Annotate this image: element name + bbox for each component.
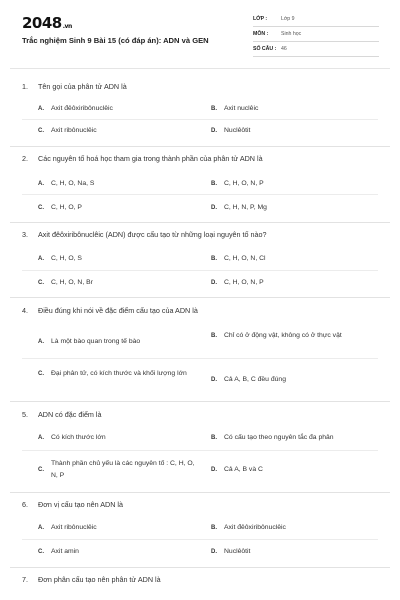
question-text: Đơn phân cấu tạo nên phân tử ADN là (38, 575, 161, 584)
option-letter: B. (211, 525, 217, 531)
option-text: Thành phần chủ yếu là các nguyên tố : C, H, O, N, P (51, 460, 195, 479)
option-text: Nuclêôtit (224, 127, 251, 134)
option-2b[interactable] (211, 178, 264, 190)
option-text: C, H, O, Na, S (51, 180, 95, 187)
option-row-divider (22, 194, 378, 195)
question-4 (22, 306, 198, 315)
option-letter: D. (211, 128, 217, 134)
option-3c[interactable] (38, 277, 93, 289)
option-letter: D. (211, 280, 217, 286)
option-text: C, H, O, N, Cl (224, 255, 266, 262)
meta-class-label: LỚP : (253, 16, 268, 22)
question-number: 6. (22, 500, 28, 509)
option-letter: C. (38, 549, 44, 555)
option-letter: A. (38, 106, 44, 112)
site-logo[interactable] (22, 14, 72, 32)
option-text: C, H, O, S (51, 255, 82, 262)
option-5d[interactable] (211, 464, 263, 476)
option-6d[interactable] (211, 546, 250, 558)
page-header (0, 0, 400, 70)
option-5a[interactable] (38, 432, 106, 444)
meta-subject-value: Sinh học (281, 31, 302, 37)
option-letter: C. (38, 128, 44, 134)
question-3 (22, 230, 267, 239)
question-5 (22, 410, 102, 419)
option-1a[interactable] (38, 103, 113, 115)
option-3b[interactable] (211, 253, 266, 265)
option-text: C, H, O, N, Br (51, 279, 93, 286)
option-text: C, H, N, P, Mg (224, 204, 267, 211)
option-letter: D. (211, 467, 217, 473)
option-letter: A. (38, 339, 44, 345)
question-6 (22, 500, 123, 509)
option-text: C, H, O, N, P (224, 279, 264, 286)
option-letter: B. (211, 106, 217, 112)
logo-text: 2048 (22, 14, 62, 32)
question-number: 7. (22, 575, 28, 584)
option-2c[interactable] (38, 202, 82, 214)
option-text: Chỉ có ở động vật, không có ở thực vật (224, 332, 342, 339)
option-text: Cả A, B, C đều đúng (224, 376, 286, 383)
option-text: Axit ribônuclêic (51, 127, 97, 134)
option-text: C, H, O, P (51, 204, 82, 211)
question-separator (10, 567, 390, 568)
option-letter: D. (211, 549, 217, 555)
header-divider (10, 68, 390, 69)
option-text: Axit đêôxiribônuclêic (224, 524, 286, 531)
option-1c[interactable] (38, 125, 97, 137)
question-number: 4. (22, 306, 28, 315)
option-text: Nuclêôtit (224, 548, 251, 555)
question-separator (10, 146, 390, 147)
meta-class-value: Lớp 9 (281, 16, 295, 22)
option-4d[interactable] (211, 374, 286, 386)
option-text: C, H, O, N, P (224, 180, 264, 187)
meta-count-value: 46 (281, 46, 287, 52)
option-5c[interactable] (38, 458, 203, 482)
option-text: Có kích thước lớn (51, 434, 106, 441)
question-separator (10, 222, 390, 223)
option-letter: B. (211, 181, 217, 187)
question-text: Tên gọi của phân tử ADN là (38, 82, 127, 91)
option-letter: C. (38, 280, 44, 286)
option-row-divider (22, 539, 378, 540)
option-letter: B. (211, 333, 217, 339)
meta-count-label: SỐ CÂU : (253, 46, 277, 52)
logo-suffix: .vn (62, 23, 72, 30)
option-4a[interactable] (38, 336, 140, 348)
meta-count (253, 44, 379, 57)
question-text: Axit đêôxiribônuclêic (ADN) được cấu tạo từ những loại nguyên tố nào? (38, 230, 267, 239)
meta-subject (253, 29, 379, 42)
question-text: Đơn vị cấu tạo nên ADN là (38, 500, 124, 509)
question-number: 1. (22, 82, 28, 91)
option-text: Đại phân tử, có kích thước và khối lượng lớn (51, 370, 187, 377)
option-3a[interactable] (38, 253, 82, 265)
option-row-divider (22, 358, 378, 359)
option-text: Axit ribônuclêic (51, 524, 97, 531)
option-6c[interactable] (38, 546, 79, 558)
option-4b[interactable] (211, 330, 381, 342)
question-separator (10, 297, 390, 298)
option-letter: C. (38, 467, 44, 473)
option-6b[interactable] (211, 522, 286, 534)
option-6a[interactable] (38, 522, 97, 534)
question-text: Điều đúng khi nói về đặc điểm cấu tạo của ADN là (38, 306, 198, 315)
question-separator (10, 492, 390, 493)
option-letter: A. (38, 435, 44, 441)
option-text: Cả A, B và C (224, 466, 263, 473)
option-letter: C. (38, 205, 44, 211)
question-text: ADN có đặc điểm là (38, 410, 102, 419)
option-row-divider (22, 119, 378, 120)
option-1b[interactable] (211, 103, 258, 115)
option-letter: B. (211, 256, 217, 262)
option-letter: C. (38, 371, 44, 377)
meta-subject-label: MÔN : (253, 31, 269, 37)
option-text: Axit nuclêic (224, 105, 259, 112)
option-row-divider (22, 270, 378, 271)
option-letter: A. (38, 181, 44, 187)
option-letter: A. (38, 525, 44, 531)
question-7 (22, 575, 161, 584)
question-number: 2. (22, 154, 28, 163)
option-3d[interactable] (211, 277, 264, 289)
meta-class (253, 14, 379, 27)
option-2d[interactable] (211, 202, 267, 214)
option-text: Axit đêôxiribônuclêic (51, 105, 113, 112)
option-2a[interactable] (38, 178, 94, 190)
question-number: 5. (22, 410, 28, 419)
question-separator (10, 401, 390, 402)
question-1 (22, 82, 127, 91)
option-5b[interactable] (211, 432, 334, 444)
option-letter: B. (211, 435, 217, 441)
option-text: Là một bào quan trong tế bào (51, 338, 141, 345)
option-text: Axit amin (51, 548, 79, 555)
option-1d[interactable] (211, 125, 250, 137)
document-title: Trắc nghiệm Sinh 9 Bài 15 (có đáp án): ADN và GEN (22, 36, 209, 45)
option-text: Có cấu tạo theo nguyên tắc đa phân (224, 434, 334, 441)
question-text: Các nguyên tố hoá học tham gia trong thành phần của phân tử ADN là (38, 154, 263, 163)
option-letter: A. (38, 256, 44, 262)
option-4c[interactable] (38, 368, 203, 380)
option-letter: D. (211, 377, 217, 383)
option-row-divider (22, 450, 378, 451)
question-number: 3. (22, 230, 28, 239)
option-letter: D. (211, 205, 217, 211)
question-2 (22, 154, 263, 163)
